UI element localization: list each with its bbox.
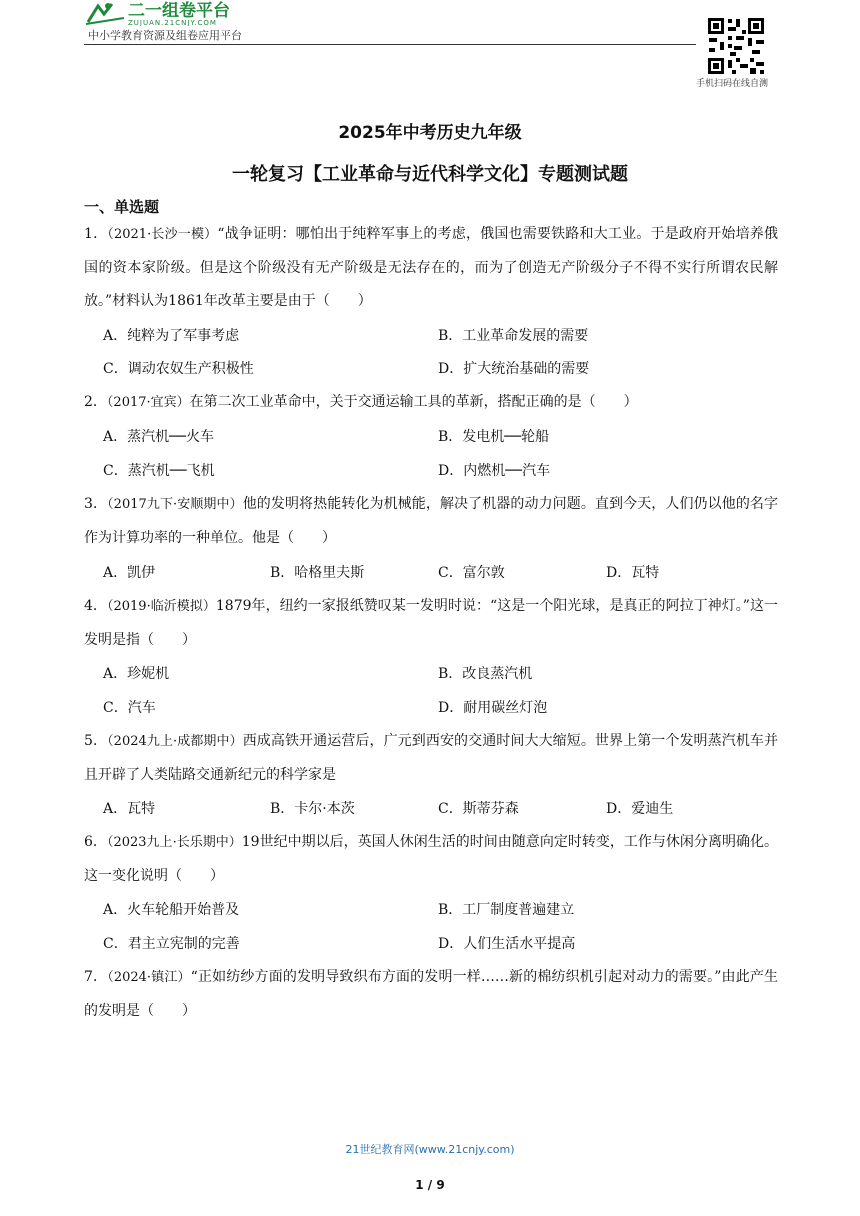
option-d[interactable]: D．内燃机──汽车 (438, 463, 551, 479)
question-4 (84, 590, 778, 657)
option-a[interactable]: A．珍妮机 (103, 666, 170, 682)
option-c[interactable]: C．汽车 (103, 700, 156, 716)
footer-link[interactable]: 21世纪教育网(www.21cnjy.com) (345, 1143, 515, 1156)
question-1 (84, 218, 778, 319)
question-stem: 在第二次工业革命中，关于交通运输工具的革新，搭配正确的是（ ） (189, 394, 638, 410)
question-source: （2021·长沙一模） (107, 227, 218, 242)
qr-caption: 手机扫码在线自测 (696, 79, 769, 89)
question-stem: “正如纺纱方面的发明导致织布方面的发明一样……新的棉纺织机引起对动力的需要。”由此产生的发明是（ ） (84, 969, 778, 1019)
option-b[interactable]: B．卡尔·本茨 (270, 801, 355, 817)
question-number: 5． (84, 733, 108, 749)
option-b[interactable]: B．哈格里夫斯 (270, 565, 365, 581)
option-d[interactable]: D．扩大统治基础的需要 (438, 361, 590, 377)
option-d[interactable]: D．瓦特 (606, 565, 660, 581)
question-stem: 他的发明将热能转化为机械能，解决了机器的动力问题。直到今天，人们仍以他的名字作为计算功率的一种单位。他是（ ） (84, 496, 778, 546)
page-subtitle: 一轮复习【工业革命与近代科学文化】专题测试题 (232, 164, 628, 185)
page-header (84, 0, 696, 45)
option-b[interactable]: B．改良蒸汽机 (438, 666, 533, 682)
option-a[interactable]: A．火车轮船开始普及 (103, 902, 240, 918)
option-d[interactable]: D．人们生活水平提高 (438, 936, 576, 952)
option-d[interactable]: D．耐用碳丝灯泡 (438, 700, 548, 716)
option-c[interactable]: C．君主立宪制的完善 (103, 936, 240, 952)
option-c[interactable]: C．蒸汽机──飞机 (103, 463, 215, 479)
question-source: （2017·宜宾） (106, 395, 190, 410)
question-number: 1． (84, 226, 108, 242)
question-stem: 1879年，纽约一家报纸赞叹某一发明时说：“这是一个阳光球，是真正的阿拉丁神灯。”这一发明是指（ ） (84, 598, 778, 648)
question-number: 3． (84, 496, 108, 512)
option-d[interactable]: D．爱迪生 (606, 801, 674, 817)
option-c[interactable]: C．调动农奴生产积极性 (103, 361, 254, 377)
page-title: 2025年中考历史九年级 (338, 123, 522, 143)
question-number: 2． (84, 394, 107, 410)
section-heading: 一、单选题 (84, 198, 160, 216)
question-stem: 19世纪中期以后，英国人休闲生活的时间由随意向定时转变，工作与休闲分离明确化。这一变化说明（ ） (84, 834, 778, 884)
option-a[interactable]: A．纯粹为了军事考虑 (103, 328, 240, 344)
option-a[interactable]: A．凯伊 (103, 565, 156, 581)
svg-text:二一组卷平台: 二一组卷平台 (128, 1, 230, 21)
question-source: （2024九上·成都期中） (107, 734, 243, 749)
question-number: 6． (84, 834, 107, 850)
question-5 (84, 725, 778, 792)
site-tagline: 中小学教育资源及组卷应用平台 (88, 29, 242, 42)
question-7 (84, 961, 778, 1028)
question-6 (84, 826, 778, 893)
question-number: 4． (84, 598, 107, 614)
page-number: 1 / 9 (415, 1178, 445, 1192)
option-c[interactable]: C．斯蒂芬森 (438, 801, 519, 817)
option-c[interactable]: C．富尔敦 (438, 565, 505, 581)
site-logo (84, 0, 284, 26)
option-b[interactable]: B．发电机──轮船 (438, 429, 550, 445)
question-2 (84, 386, 778, 420)
question-3 (84, 488, 778, 555)
option-b[interactable]: B．工厂制度普遍建立 (438, 902, 575, 918)
option-a[interactable]: A．瓦特 (103, 801, 156, 817)
question-source: （2017九下·安顺期中） (107, 497, 243, 512)
question-stem: 西成高铁开通运营后，广元到西安的交通时间大大缩短。世界上第一个发明蒸汽机车并且开辟了人类陆路交通新纪元的科学家是 (84, 733, 778, 783)
option-a[interactable]: A．蒸汽机──火车 (103, 429, 214, 445)
option-b[interactable]: B．工业革命发展的需要 (438, 328, 589, 344)
question-source: （2019·临沂模拟） (106, 599, 216, 614)
question-stem: “战争证明：哪怕出于纯粹军事上的考虑，俄国也需要铁路和大工业。于是政府开始培养俄国的资本家阶级。但是这个阶级没有无产阶级是无法存在的，而为了创造无产阶级分子不得不实行所谓农民解放。”材料认为1861年改革主要是由于（ ） (84, 226, 778, 309)
qr-code-icon[interactable] (706, 16, 766, 76)
question-number: 7． (84, 969, 108, 985)
question-source: （2024·镇江） (107, 970, 191, 985)
svg-text:ZUJUAN.21CNJY.COM: ZUJUAN.21CNJY.COM (128, 19, 217, 26)
question-source: （2023九上·长乐期中） (106, 835, 242, 850)
